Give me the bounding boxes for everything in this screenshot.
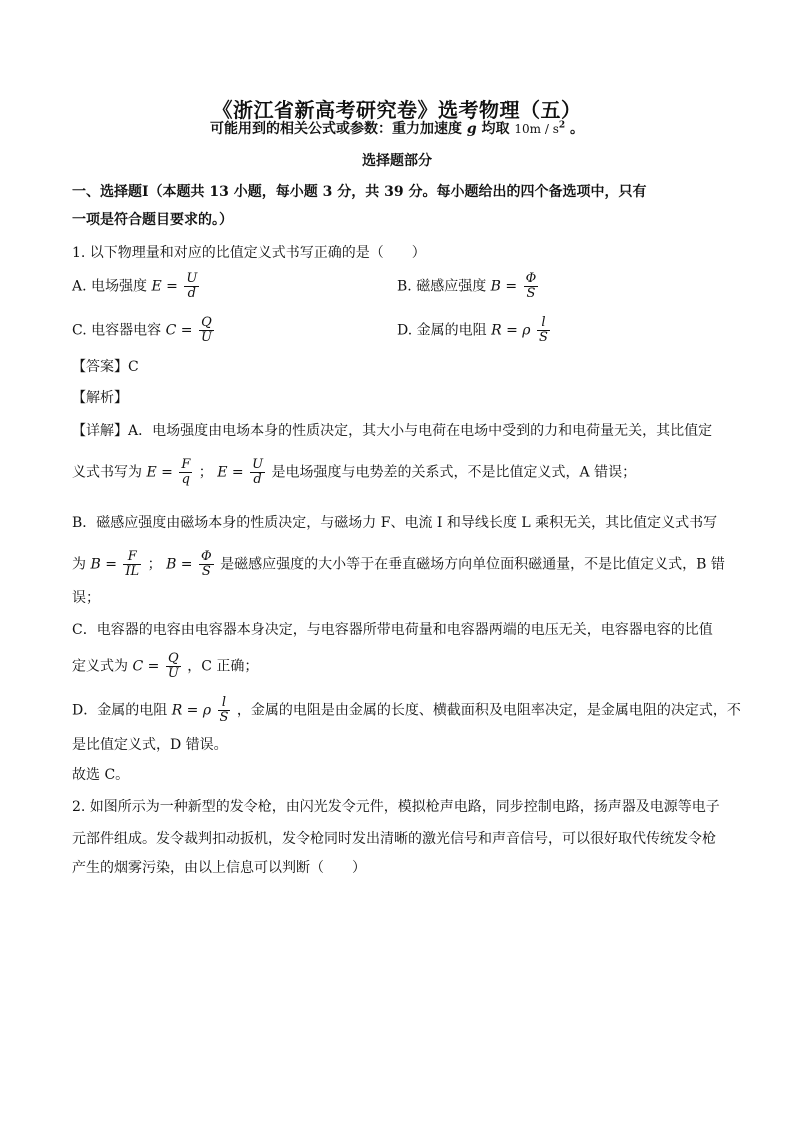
fraction-denominator: IL	[125, 564, 140, 579]
detail-text: ，C 正确；	[187, 658, 259, 675]
q1-detail-d-line1	[72, 695, 741, 725]
section-heading: 选择题部分	[362, 153, 432, 169]
formula-note-mid: 均取	[481, 121, 510, 137]
fraction-numerator: U	[252, 457, 264, 472]
q1-conclusion: 故选 C。	[72, 767, 130, 783]
page-title: 《浙江省新高考研究卷》选考物理（五）	[212, 98, 582, 122]
fraction-denominator: S	[526, 286, 536, 301]
q1-option-d	[397, 316, 552, 345]
formula-fraction	[218, 696, 231, 725]
fraction-numerator: F	[123, 550, 141, 565]
q1-stem: 1. 以下物理量和对应的比值定义式书写正确的是（ ）	[72, 245, 426, 261]
q2-line2: 元部件组成。发令裁判扣动扳机，发令枪同时发出清晰的激光信号和声音信号，可以很好取代传统发令枪	[72, 831, 716, 847]
fraction-numerator: Q	[199, 316, 214, 331]
q1-detail-b-line1: B．磁感应强度由磁场本身的性质决定，与磁场力 F、电流 I 和导线长度 L 乘积无关，其比值定义式书写	[72, 515, 718, 531]
fraction-denominator: q	[181, 472, 190, 487]
detail-text: ，金属的电阻是由金属的长度、横截面积及电阻率决定，是金属电阻的决定式，不	[236, 702, 741, 719]
fraction-numerator: l	[218, 696, 231, 711]
fraction-numerator: Q	[166, 652, 181, 667]
detail-text: ；	[147, 556, 162, 573]
fraction-numerator: U	[186, 271, 198, 286]
q1-option-a	[72, 272, 201, 301]
formula-note	[0, 118, 794, 138]
fraction-denominator: S	[219, 710, 229, 725]
detail-text: ；	[198, 464, 213, 481]
q1-option-d-label: D. 金属的电阻	[397, 322, 487, 339]
formula-fraction	[250, 458, 265, 487]
detail-text: 为	[72, 556, 86, 573]
q1-detail-a-line2	[72, 458, 722, 487]
formula-lhs: C =	[132, 658, 160, 675]
q1-option-a-lhs: E =	[151, 278, 178, 295]
q2-line1: 2. 如图所示为一种新型的发令枪，由闪光发令元件，模拟枪声电路，同步控制电路，扬声器及电源等电子	[72, 799, 720, 815]
q1-answer: 【答案】C	[72, 359, 139, 375]
formula-fraction	[199, 550, 214, 579]
formula-fraction	[166, 652, 181, 681]
q1-option-c-fraction	[199, 316, 214, 345]
fraction-numerator: F	[181, 457, 191, 472]
formula-note-value: 10m / s	[514, 122, 559, 136]
formula-note-var: g	[466, 121, 477, 137]
q2-line3: 产生的烟雾污染，由以上信息可以判断（ ）	[72, 860, 366, 876]
fraction-numerator: l	[537, 316, 550, 331]
detail-text: D．金属的电阻	[72, 702, 168, 719]
fraction-denominator: d	[253, 472, 262, 487]
q1-option-b-lhs: B =	[490, 278, 518, 295]
q1-analysis-label: 【解析】	[72, 390, 128, 406]
fraction-denominator: S	[201, 564, 211, 579]
formula-note-prefix: 可能用到的相关公式或参数：重力加速度	[209, 121, 462, 137]
fraction-denominator: U	[167, 666, 179, 681]
detail-text: 义式书写为	[72, 464, 142, 481]
q1-option-d-fraction	[537, 316, 550, 345]
fraction-denominator: U	[200, 330, 212, 345]
formula-note-end: 。	[570, 121, 585, 137]
fraction-numerator: Φ	[525, 271, 537, 286]
q1-option-c	[72, 316, 216, 345]
detail-text: 是磁感应强度的大小等于在垂直磁场方向单位面积磁通量，不是比值定义式，B 错	[220, 556, 725, 573]
q1-option-a-label: A. 电场强度	[72, 278, 148, 295]
part1-heading-line1: 一、选择题Ⅰ（本题共 13 小题，每小题 3 分，共 39 分。每小题给出的四个备选项中，只有	[72, 184, 647, 200]
formula-lhs: B =	[166, 556, 193, 573]
q1-detail-d-line2: 是比值定义式，D 错误。	[72, 737, 228, 753]
fraction-denominator: d	[187, 286, 196, 301]
part1-heading-line2: 一项是符合题目要求的。）	[72, 212, 233, 228]
q1-detail-b-line3: 误；	[72, 590, 100, 606]
q1-detail-b-line2	[72, 549, 725, 579]
q1-detail-c-line2	[72, 652, 722, 681]
q1-option-a-fraction	[184, 272, 199, 301]
formula-lhs: B =	[90, 556, 117, 573]
q1-detail-c-line1: C．电容器的电容由电容器本身决定，与电容器所带电荷量和电容器两端的电压无关，电容器电容的比值	[72, 622, 713, 638]
q1-option-b-label: B. 磁感应强度	[397, 278, 487, 295]
q1-option-b-fraction	[524, 272, 539, 301]
q1-detail-a-line1: 【详解】A．电场强度由电场本身的性质决定，其大小与电荷在电场中受到的力和电荷量无关，其比值定	[72, 423, 713, 439]
q1-option-d-lhs: R = ρ	[491, 322, 531, 339]
q1-option-b	[397, 272, 540, 301]
formula-lhs: E =	[217, 464, 244, 481]
formula-lhs: R = ρ	[171, 702, 212, 719]
fraction-denominator: S	[538, 330, 548, 345]
formula-lhs: E =	[146, 464, 173, 481]
fraction-numerator: Φ	[200, 549, 212, 564]
detail-text: 定义式为	[72, 658, 128, 675]
formula-fraction	[123, 550, 141, 579]
formula-note-sup: 2	[558, 120, 566, 131]
formula-fraction	[179, 458, 192, 487]
q1-option-c-lhs: C =	[165, 322, 193, 339]
q1-option-c-label: C. 电容器电容	[72, 322, 162, 339]
detail-text: 是电场强度与电势差的关系式，不是比值定义式，A 错误；	[271, 464, 637, 481]
